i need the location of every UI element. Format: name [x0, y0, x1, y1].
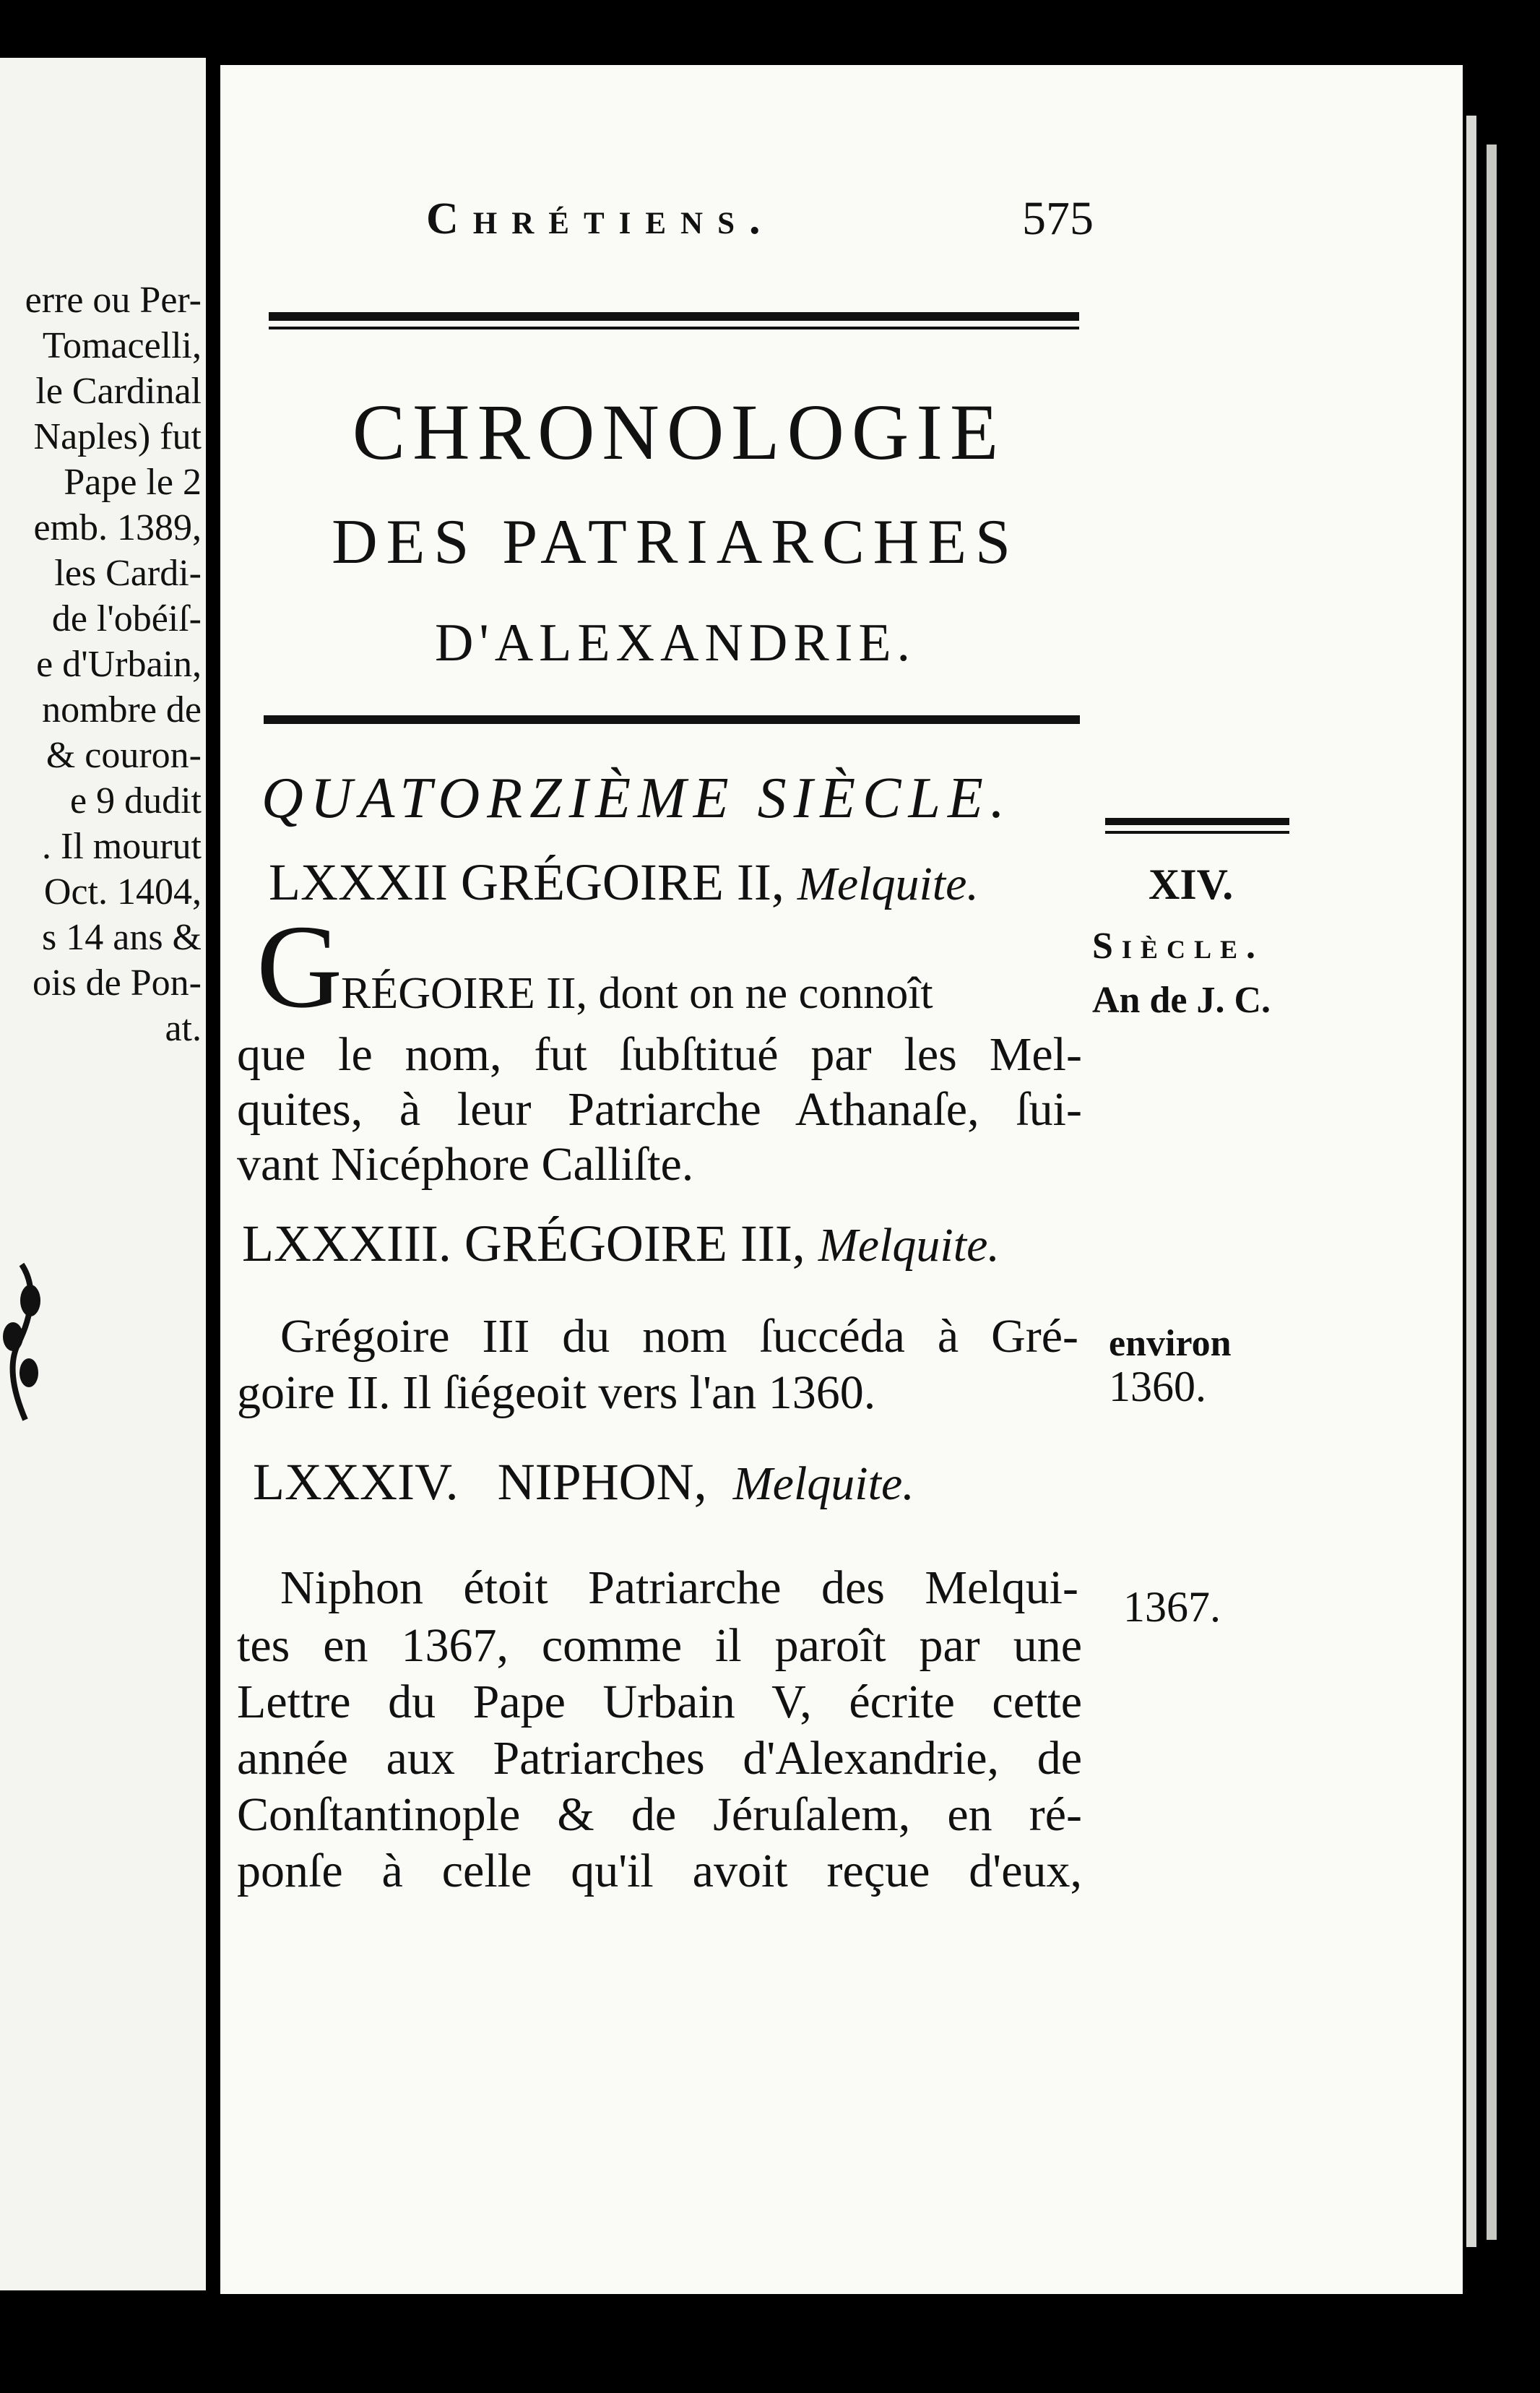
entry-heading	[242, 1214, 1000, 1274]
header-rule-thin	[269, 327, 1079, 329]
entry-number: LXXXII	[269, 853, 448, 911]
entry-name: GRÉGOIRE II,	[460, 853, 784, 911]
entry-heading	[269, 853, 979, 913]
entry-number: LXXXIII.	[242, 1215, 451, 1272]
entry-heading	[253, 1452, 914, 1512]
left-page-line: nombre de	[42, 689, 202, 730]
margin-rule-thick	[1105, 818, 1289, 825]
title-line-3: D'ALEXANDRIE.	[434, 613, 917, 673]
left-page-line: ois de Pon-	[33, 962, 202, 1004]
margin-environ: environ	[1109, 1323, 1232, 1364]
margin-year-1367: 1367.	[1123, 1583, 1221, 1631]
floral-ornament-icon	[0, 1257, 43, 1423]
margin-rule-thin	[1105, 831, 1289, 834]
left-page-line: Pape le 2	[64, 462, 202, 503]
left-page-line: s 14 ans &	[42, 917, 202, 958]
title-line-1: CHRONOLOGIE	[352, 388, 1006, 476]
left-page-line: de l'obéiſ-	[51, 598, 202, 639]
entry-name: NIPHON,	[497, 1453, 707, 1511]
margin-siecle: Siècle.	[1092, 926, 1264, 967]
body-line: année aux Patriarches d'Alexandrie, de	[237, 1732, 1082, 1785]
body-line: vant Nicéphore Calliſte.	[237, 1138, 694, 1191]
body-line: RÉGOIRE II, dont on ne connoît	[341, 969, 933, 1018]
left-page-line: & couron-	[46, 735, 202, 776]
body-line: goire II. Il ſiégeoit vers l'an 1360.	[237, 1366, 876, 1419]
entry-number: LXXXIV.	[253, 1453, 459, 1511]
body-line: quites, à leur Patriarche Athanaſe, ſui-	[237, 1083, 1082, 1136]
page-edge	[1487, 145, 1497, 2240]
left-page-line: e d'Urbain,	[36, 644, 202, 685]
left-page-line: le Cardinal	[35, 371, 202, 412]
left-page-line: e 9 dudit	[70, 780, 202, 822]
title-rule	[264, 715, 1080, 724]
entry-rite: Melquite.	[797, 858, 979, 910]
page-number: 575	[1022, 192, 1094, 245]
body-line: Niphon étoit Patriarche des Melqui-	[280, 1561, 1078, 1614]
body-line: ponſe à celle qu'il avoit reçue d'eux,	[237, 1845, 1082, 1897]
left-page-line: Tomacelli,	[42, 325, 202, 366]
entry-rite: Melquite.	[732, 1457, 914, 1510]
body-line: Conſtantinople & de Jéruſalem, en ré-	[237, 1788, 1082, 1841]
margin-year-1360: 1360.	[1109, 1363, 1206, 1410]
left-page-line: erre ou Per-	[25, 280, 202, 321]
century-heading: QUATORZIÈME SIÈCLE.	[261, 767, 1012, 830]
left-page-line: Oct. 1404,	[43, 871, 202, 913]
left-page-line: Naples) fut	[33, 416, 202, 457]
page-edge	[1466, 116, 1476, 2247]
body-line: Lettre du Pape Urbain V, écrite cette	[237, 1676, 1082, 1728]
body-line: tes en 1367, comme il paroît par une	[237, 1619, 1082, 1672]
left-page-line: . Il mourut	[42, 826, 202, 867]
entry-name: GRÉGOIRE III,	[464, 1215, 805, 1272]
drop-cap: G	[256, 900, 343, 1032]
margin-century: XIV.	[1148, 861, 1234, 908]
header-rule-thick	[269, 312, 1079, 321]
left-page-line: at.	[165, 1008, 202, 1049]
running-head: Chrétiens.	[426, 194, 775, 243]
left-page-line: emb. 1389,	[33, 507, 202, 548]
body-line: Grégoire III du nom ſuccéda à Gré-	[280, 1310, 1078, 1363]
left-page-line: les Cardi-	[54, 553, 202, 594]
margin-an-de-jc: An de J. C.	[1092, 980, 1271, 1021]
entry-rite: Melquite.	[818, 1219, 1000, 1272]
title-line-2: DES PATRIARCHES	[332, 507, 1019, 577]
body-line: que le nom, fut ſubſtitué par les Mel-	[237, 1028, 1082, 1081]
